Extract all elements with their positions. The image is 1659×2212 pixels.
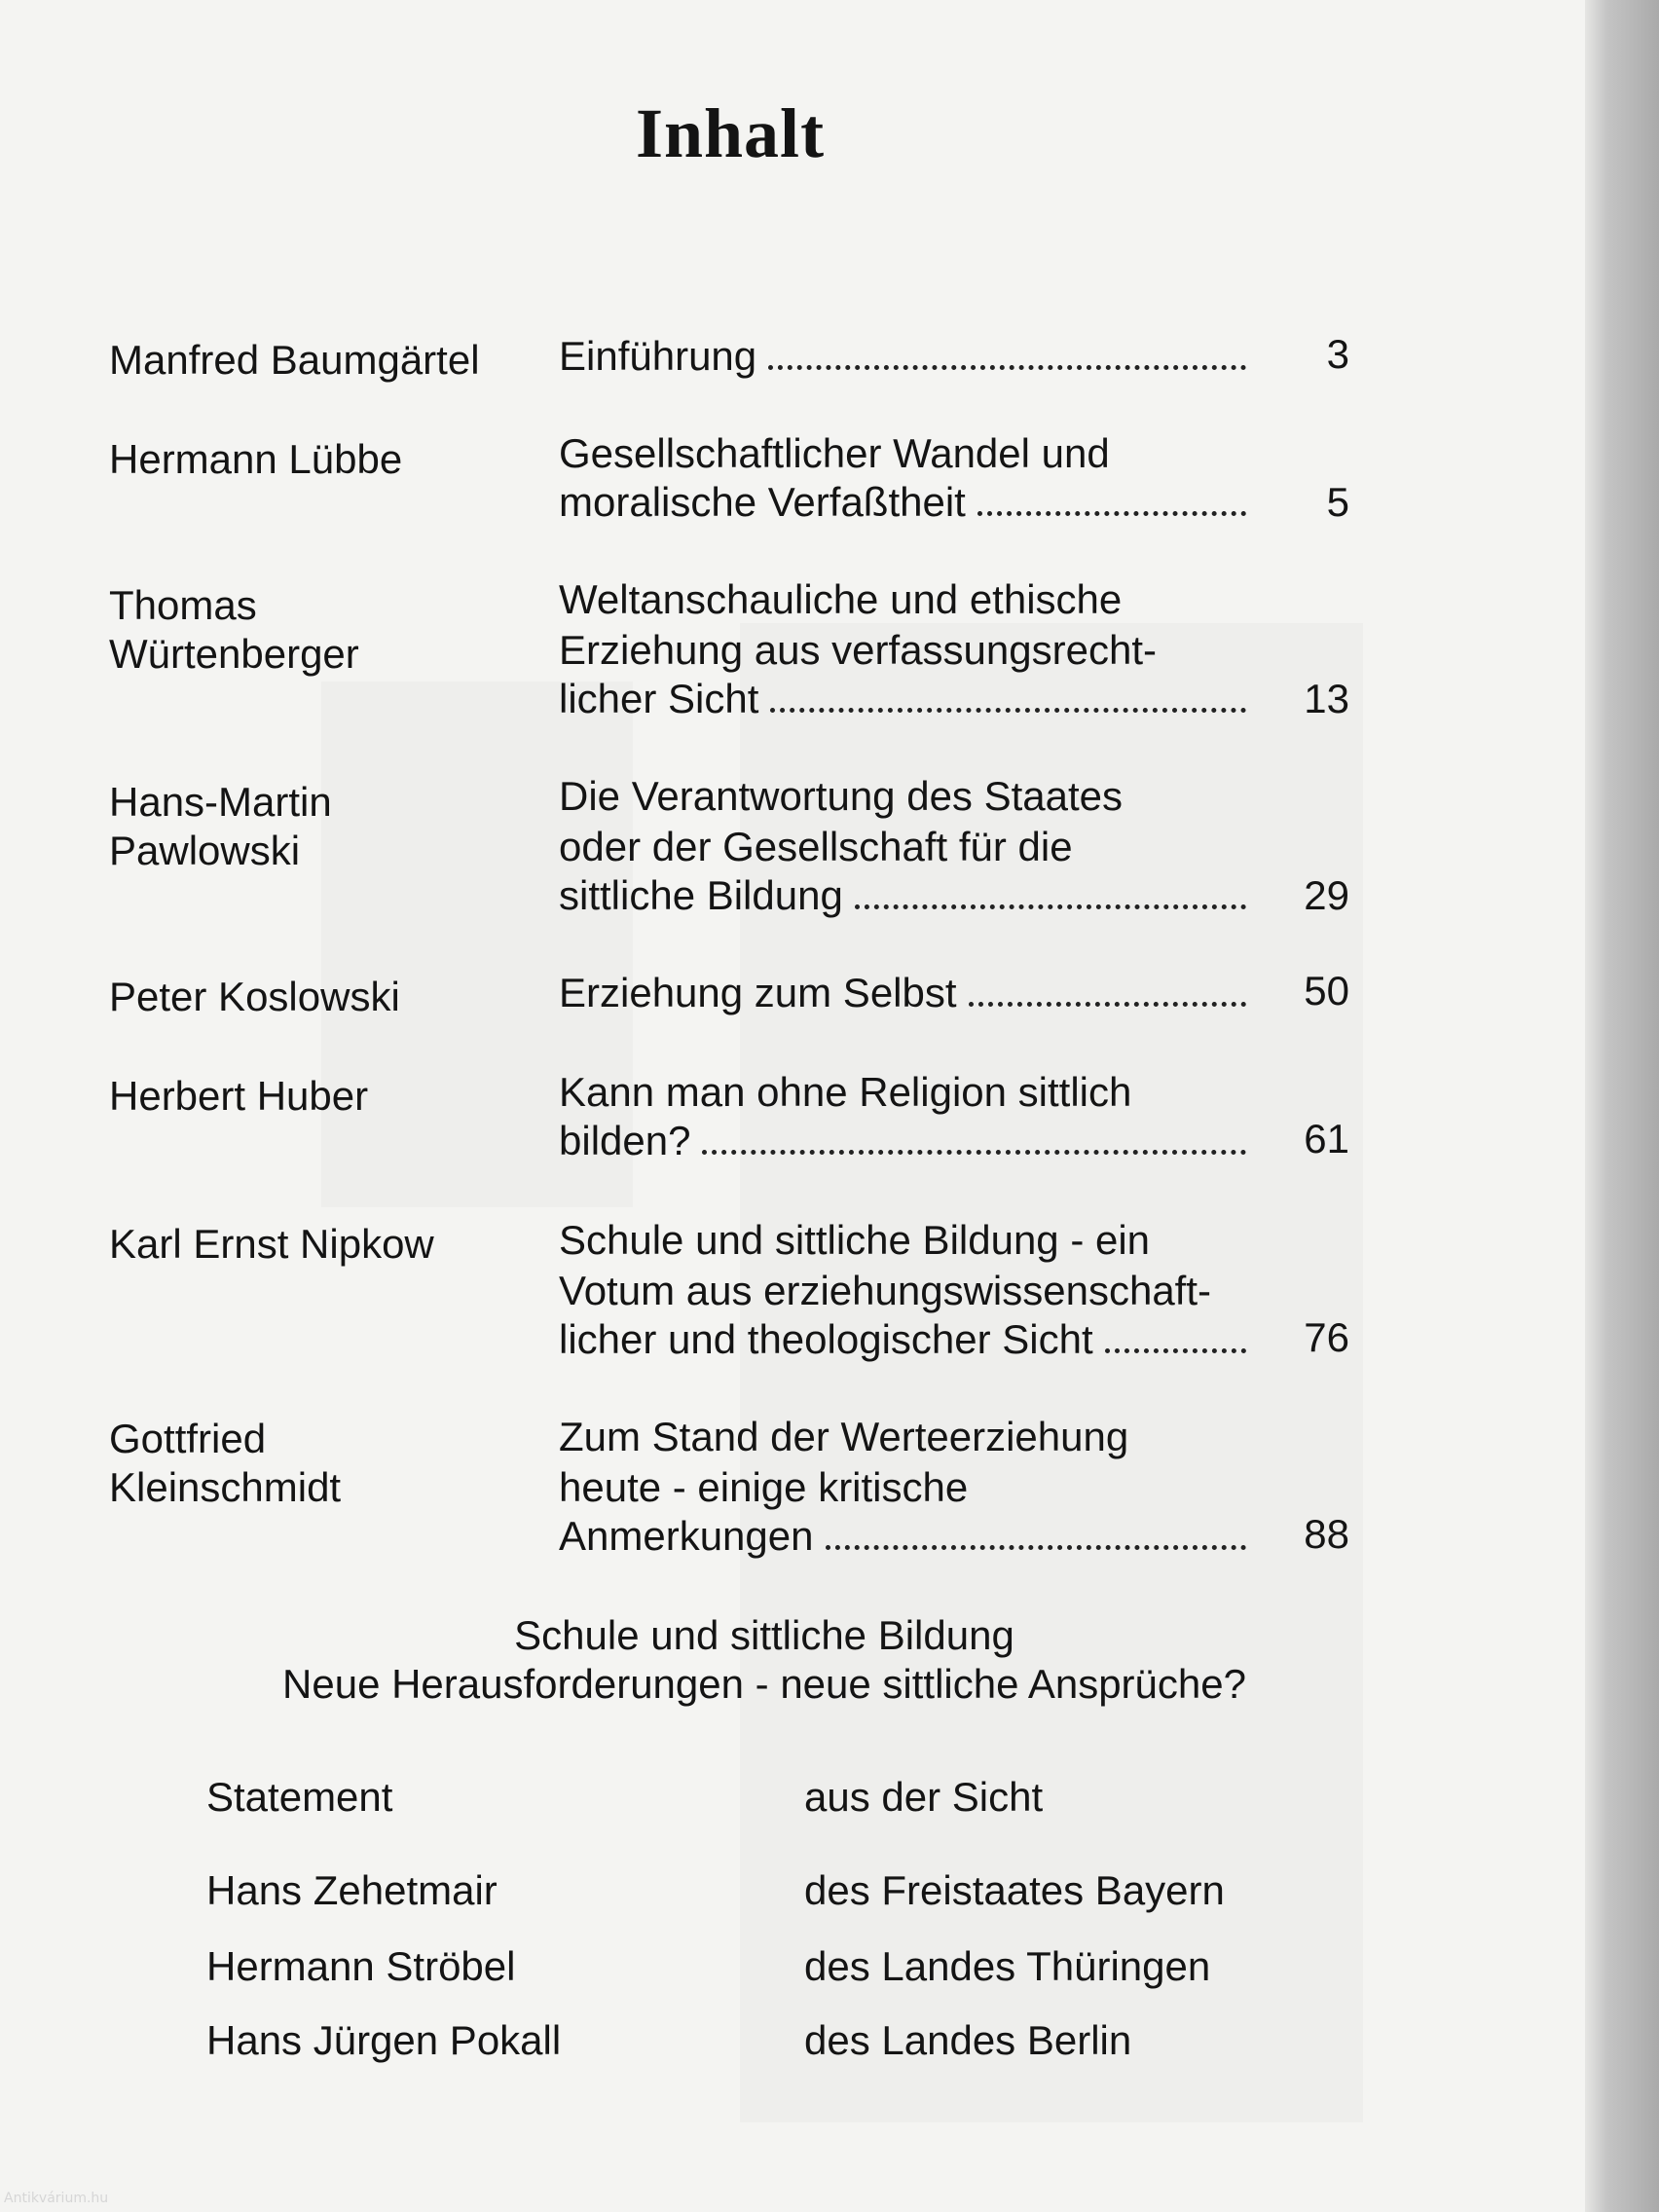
toc-page-number: 76 xyxy=(1304,1314,1349,1360)
toc-title-text: Anmerkungen xyxy=(559,1513,814,1559)
toc-title-line: Schule und sittliche Bildung - ein xyxy=(559,1217,1151,1263)
toc-title-line xyxy=(559,1511,1260,1562)
toc-title-line: Weltanschauliche und ethische xyxy=(559,576,1123,622)
toc-author: Peter Koslowski xyxy=(109,974,400,1019)
toc-title-text: Erziehung zum Selbst xyxy=(559,970,957,1015)
toc-title-text: sittliche Bildung xyxy=(559,872,843,918)
toc-author: Karl Ernst Nipkow xyxy=(109,1221,434,1267)
toc-page-number: 3 xyxy=(1326,331,1349,377)
toc-title-text: moralische Verfaßtheit xyxy=(559,479,966,525)
toc-title-line xyxy=(559,1116,1260,1166)
toc-title-line xyxy=(559,477,1260,528)
statement-name: Hans Zehetmair xyxy=(206,1867,498,1913)
statement-name: Hermann Ströbel xyxy=(206,1943,516,1989)
statement-name: Hans Jürgen Pokall xyxy=(206,2017,562,2063)
toc-author: Würtenberger xyxy=(109,631,359,677)
toc-author: Manfred Baumgärtel xyxy=(109,337,480,383)
toc-title-line: Votum aus erziehungswissenschaft- xyxy=(559,1268,1212,1313)
dot-leader xyxy=(702,1150,1246,1155)
toc-author: Thomas xyxy=(109,582,257,628)
dot-leader xyxy=(826,1545,1247,1550)
section-heading: Schule und sittliche Bildung xyxy=(514,1612,1014,1658)
toc-page-number: 29 xyxy=(1304,872,1349,918)
section-subheading: Neue Herausforderungen - neue sittliche Ansprüche? xyxy=(282,1661,1246,1707)
dot-leader xyxy=(770,708,1246,713)
statement-perspective: des Freistaates Bayern xyxy=(804,1867,1225,1913)
toc-page-number: 50 xyxy=(1304,968,1349,1014)
watermark: Antikvárium.hu xyxy=(4,2191,109,2206)
toc-page-number: 13 xyxy=(1304,676,1349,721)
toc-title-line xyxy=(559,1314,1260,1365)
statement-perspective: des Landes Berlin xyxy=(804,2017,1132,2063)
toc-title-text: licher und theologischer Sicht xyxy=(559,1316,1093,1362)
toc-title-line xyxy=(559,674,1260,724)
page-edge-shadow xyxy=(1585,0,1659,2212)
dot-leader xyxy=(768,365,1246,370)
toc-title-line xyxy=(559,870,1260,921)
page-title: Inhalt xyxy=(635,94,826,172)
toc-author: Gottfried xyxy=(109,1416,267,1461)
toc-title-line: Die Verantwortung des Staates xyxy=(559,773,1124,819)
perspective-header: aus der Sicht xyxy=(804,1774,1044,1820)
dot-leader xyxy=(1105,1348,1246,1353)
toc-title-line: heute - einige kritische xyxy=(559,1464,969,1510)
toc-title-line: Zum Stand der Werteerziehung xyxy=(559,1414,1129,1459)
toc-title-line xyxy=(559,968,1260,1018)
toc-title-line: Gesellschaftlicher Wandel und xyxy=(559,430,1110,476)
toc-page-number: 5 xyxy=(1326,479,1349,525)
toc-author: Hermann Lübbe xyxy=(109,436,403,482)
toc-title-line xyxy=(559,331,1260,382)
toc-title-line: Kann man ohne Religion sittlich xyxy=(559,1069,1132,1115)
toc-author: Pawlowski xyxy=(109,828,301,873)
statement-perspective: des Landes Thüringen xyxy=(804,1943,1211,1989)
toc-author: Herbert Huber xyxy=(109,1073,369,1119)
toc-title-line: Erziehung aus verfassungsrecht- xyxy=(559,627,1157,673)
statement-header: Statement xyxy=(206,1774,393,1820)
dot-leader xyxy=(977,511,1246,516)
toc-author: Hans-Martin xyxy=(109,779,332,825)
dot-leader xyxy=(969,1002,1246,1007)
toc-author: Kleinschmidt xyxy=(109,1464,342,1510)
toc-title-text: bilden? xyxy=(559,1118,691,1163)
toc-title-text: licher Sicht xyxy=(559,676,759,721)
toc-title-text: Einführung xyxy=(559,333,757,379)
toc-page-number: 88 xyxy=(1304,1511,1349,1557)
toc-page-number: 61 xyxy=(1304,1116,1349,1161)
toc-title-line: oder der Gesellschaft für die xyxy=(559,824,1073,869)
dot-leader xyxy=(855,904,1246,909)
